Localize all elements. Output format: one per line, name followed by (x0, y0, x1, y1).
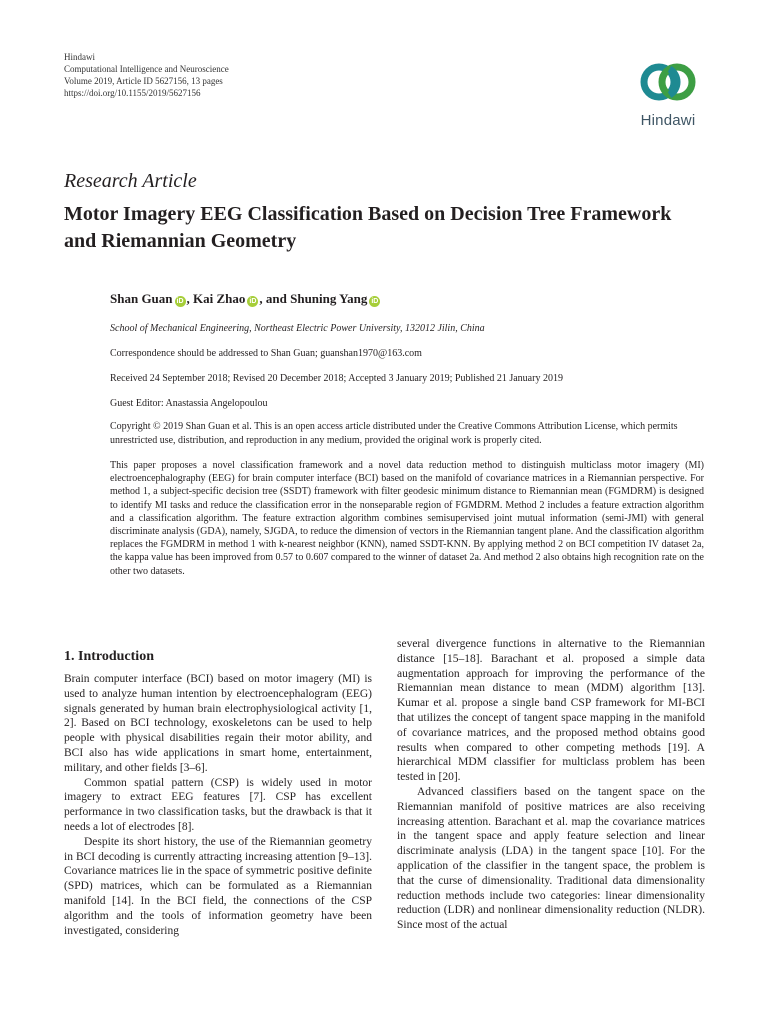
publication-dates: Received 24 September 2018; Revised 20 December 2018; Accepted 3 January 2019; Published 21 January 2019 (110, 373, 563, 384)
correspondence: Correspondence should be addressed to Shan Guan; guanshan1970@163.com (110, 348, 422, 359)
paragraph: Brain computer interface (BCI) based on motor imagery (MI) is used to analyze human intention by electroencephalogram (EEG) signals generated by human brain electrophysiological activity [1, 2]. Based on BCI technology, exoskeletons can be used to help people with physical disabilities regain their motor ability, and BCI also has wide applications in smart home, entertainment, military, and other fields [3–6]. (64, 673, 372, 774)
article-title: Motor Imagery EEG Classification Based on Decision Tree Framework and Riemannian Geometry (64, 203, 672, 252)
publisher-name: Hindawi (64, 52, 95, 62)
author-separator: , (186, 291, 194, 306)
author-name: Kai Zhao (193, 291, 246, 306)
section-heading: 1. Introduction (64, 649, 154, 664)
logo-wordmark: Hindawi (640, 112, 696, 129)
right-column (397, 637, 705, 933)
left-column (64, 672, 372, 938)
author-name: Shan Guan (110, 291, 173, 306)
orcid-icon[interactable]: iD (249, 298, 257, 305)
orcid-icon[interactable]: iD (371, 298, 379, 305)
affiliation: School of Mechanical Engineering, Northeast Electric Power University, 132012 Jilin, China (110, 323, 485, 334)
copyright-notice: Copyright © 2019 Shan Guan et al. This is an open access article distributed under the Creative Commons Attribution License, which permits unrestricted use, distribution, and reproduction in any medium, provided the original work is properly cited. (110, 421, 678, 446)
paragraph: Common spatial pattern (CSP) is widely used in motor imagery to extract EEG features [7]. CSP has excellent performance in two classification tasks, but the drawback is that it needs a lot of electrodes [8]. (64, 776, 372, 833)
author-name: Shuning Yang (290, 291, 368, 306)
guest-editor: Guest Editor: Anastassia Angelopoulou (110, 398, 268, 409)
hindawi-logo (628, 60, 708, 136)
paragraph: several divergence functions in alternative to the Riemannian distance [15–18]. Barachant et al. proposed a simple data augmentation approach for improving the performance of the Riemannian mean distance to mean (MDM) algorithm [13]. Kumar et al. propose a single band CSP framework for MI-BCI that utilizes the concept of tangent space mapping in the manifold of covariance matrices, and the proposed method obtains good results when compared to other competing methods [19]. A hierarchical MDM classifier for multiclass problem has been tested in [20]. (397, 638, 705, 784)
paragraph: Despite its short history, the use of the Riemannian geometry in BCI decoding is currently attracting increasing attention [9–13]. Covariance matrices lie in the space of symmetric positive definite (SPD) matrices, which can be formulated as a Riemannian manifold [14]. In the BCI field, the connections of the CSP algorithm and the tools of information geometry have been investigated, considering (64, 835, 372, 937)
paragraph: Advanced classifiers based on the tangent space on the Riemannian manifold of positive matrices are also receiving increasing attention. Barachant et al. map the covariance matrices in the tangent space and apply feature selection and linear discriminate analysis (LDA) in the tangent space [10]. For the application of the classifier in the tangent space, the problem is that the curse of dimensionality. Traditional data dimensionality reduction methods include two categories: linear dimensionality reduction (LDR) and nonlinear dimensionality reduction (NLDR). Since most of the actual (397, 785, 705, 932)
article-type: Research Article (64, 170, 197, 192)
orcid-icon[interactable]: iD (176, 298, 184, 305)
abstract: This paper proposes a novel classification framework and a novel data reduction method to distinguish multiclass motor imagery (MI) electroencephalography (EEG) for brain computer interface (BCI) based on the manifold of covariance matrices in a Riemannian perspective. For method 1, a subject-specific decision tree (SSDT) framework with filter geodesic minimum distance to Riemannian mean (FGMDRM) is designed to identify MI tasks and reduce the classification error in the nonseparable region of FGMDRM. Method 2 includes a feature extraction algorithm and a classification algorithm. The feature extraction algorithm combines semisupervised joint mutual information (semi-JMI) with general discriminate analysis (GDA), namely, SJGDA, to reduce the dimension of vectors in the Riemannian tangent plane. And the classification algorithm replaces the FGMDRM in method 1 with k-nearest neighbor (KNN), named SSDT-KNN. By applying method 2 on BCI competition IV dataset 2a, the kappa value has been improved from 0.57 to 0.607 compared to the winner of dataset 2a. And method 2 also obtains high recognition rate on the other two datasets. (110, 460, 704, 577)
journal-name: Computational Intelligence and Neuroscience (64, 64, 229, 74)
journal-info (64, 51, 229, 99)
doi-link[interactable]: https://doi.org/10.1155/2019/5627156 (64, 88, 201, 98)
author-separator: , and (259, 291, 291, 306)
author-list (110, 291, 381, 307)
hindawi-logo-icon (636, 60, 700, 110)
volume-line: Volume 2019, Article ID 5627156, 13 pages (64, 76, 223, 86)
